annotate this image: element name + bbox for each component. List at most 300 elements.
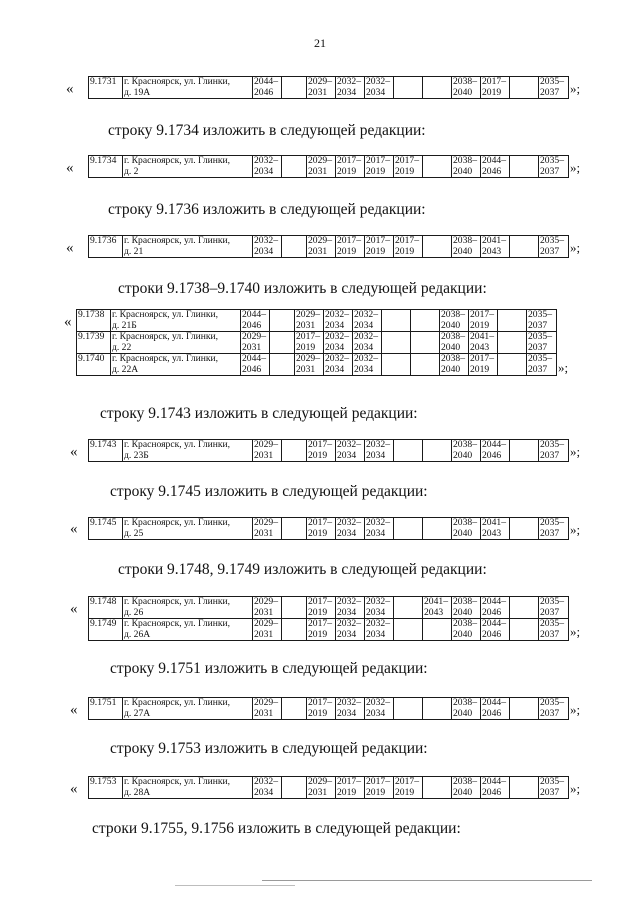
year-end: 2034 bbox=[337, 628, 357, 640]
year-start: 2029– bbox=[254, 618, 278, 629]
year-start: 2032– bbox=[325, 353, 349, 364]
year-start: 2044– bbox=[482, 776, 506, 787]
year-start: 2029– bbox=[254, 439, 278, 450]
year-end: 2034 bbox=[366, 86, 386, 98]
year-end: 2037 bbox=[540, 245, 560, 257]
address-cell bbox=[123, 236, 253, 258]
year-start: 2017– bbox=[308, 439, 332, 450]
year-end: 2019 bbox=[395, 165, 415, 177]
table-row bbox=[89, 77, 569, 99]
year-range-cell bbox=[336, 236, 365, 258]
year-end: 2046 bbox=[482, 165, 502, 177]
year-end: 2040 bbox=[453, 606, 473, 618]
year-range-cell bbox=[336, 440, 365, 462]
year-start: 2041– bbox=[482, 517, 506, 528]
address-line: г. Красноярск, ул. Глинки, bbox=[124, 618, 231, 629]
row-number: 9.1738 bbox=[77, 310, 111, 332]
year-end bbox=[511, 788, 537, 799]
year-range-cell bbox=[324, 310, 353, 332]
year-range-cell bbox=[270, 310, 295, 332]
year-end: 2034 bbox=[366, 628, 386, 640]
address-cell bbox=[123, 77, 253, 99]
year-start: 2044– bbox=[482, 618, 506, 629]
year-end bbox=[412, 343, 438, 354]
year-end: 2019 bbox=[366, 786, 386, 798]
year-range-cell bbox=[253, 236, 282, 258]
address-line: г. Красноярск, ул. Глинки, bbox=[124, 155, 231, 166]
year-range-cell bbox=[481, 440, 510, 462]
year-end bbox=[283, 788, 305, 799]
year-range-cell bbox=[510, 236, 539, 258]
year-end: 2034 bbox=[354, 319, 374, 331]
table-row bbox=[89, 236, 569, 258]
year-range-cell bbox=[295, 332, 324, 354]
address-line: д. 23Б bbox=[124, 449, 149, 461]
closing-quote: »; bbox=[570, 624, 581, 639]
section-caption: строку 9.1745 изложить в следующей редакции: bbox=[110, 483, 428, 500]
year-start bbox=[395, 597, 421, 608]
year-range-cell bbox=[253, 698, 282, 720]
opening-quote: « bbox=[70, 702, 78, 718]
year-start: 2035– bbox=[540, 776, 564, 787]
year-range-cell bbox=[481, 597, 510, 619]
year-start: 2017– bbox=[308, 618, 332, 629]
year-range-cell bbox=[253, 777, 282, 799]
address-line: г. Красноярск, ул. Глинки, bbox=[124, 439, 231, 450]
year-start: 2029– bbox=[254, 697, 278, 708]
closing-quote: »; bbox=[570, 702, 581, 717]
year-range-cell bbox=[539, 619, 569, 641]
year-end: 2034 bbox=[325, 363, 345, 375]
address-line: д. 2 bbox=[124, 165, 139, 177]
year-start: 2032– bbox=[366, 697, 390, 708]
year-end: 2019 bbox=[308, 628, 328, 640]
year-range-cell bbox=[498, 354, 527, 376]
year-start bbox=[283, 156, 305, 167]
year-range-cell bbox=[382, 354, 411, 376]
year-range-cell bbox=[307, 236, 336, 258]
row-number: 9.1740 bbox=[77, 354, 111, 376]
year-end bbox=[424, 247, 450, 258]
opening-quote: « bbox=[66, 160, 74, 176]
year-end: 2019 bbox=[308, 707, 328, 719]
year-range-cell bbox=[411, 332, 440, 354]
year-range-cell bbox=[394, 156, 423, 178]
year-end: 2040 bbox=[453, 86, 473, 98]
year-start: 2032– bbox=[354, 309, 378, 320]
year-range-cell bbox=[253, 440, 282, 462]
year-range-cell bbox=[336, 597, 365, 619]
year-end: 2037 bbox=[540, 449, 560, 461]
year-range-cell bbox=[336, 777, 365, 799]
year-end bbox=[283, 630, 305, 641]
year-start: 2029– bbox=[242, 331, 266, 342]
row-number: 9.1751 bbox=[89, 698, 123, 720]
year-range-cell bbox=[539, 518, 569, 540]
year-start: 2017– bbox=[366, 776, 390, 787]
address-line: д. 27А bbox=[124, 707, 151, 719]
year-start bbox=[395, 440, 421, 451]
address-line: д. 22А bbox=[112, 363, 139, 375]
year-range-cell bbox=[241, 310, 270, 332]
year-start: 2017– bbox=[296, 331, 320, 342]
year-range-cell bbox=[394, 440, 423, 462]
year-range-cell bbox=[452, 777, 481, 799]
year-end: 2037 bbox=[540, 707, 560, 719]
year-range-cell bbox=[365, 77, 394, 99]
address-line: г. Красноярск, ул. Глинки, bbox=[124, 776, 231, 787]
opening-quote: « bbox=[66, 81, 74, 97]
opening-quote: « bbox=[70, 521, 78, 537]
year-end: 2040 bbox=[441, 341, 461, 353]
year-end bbox=[283, 529, 305, 540]
year-range-cell bbox=[423, 236, 452, 258]
year-range-cell bbox=[411, 354, 440, 376]
year-range-cell bbox=[469, 354, 498, 376]
year-end bbox=[395, 709, 421, 720]
year-range-cell bbox=[510, 597, 539, 619]
year-range-cell bbox=[324, 332, 353, 354]
year-range-cell bbox=[498, 310, 527, 332]
address-cell bbox=[123, 777, 253, 799]
year-start: 2041– bbox=[482, 235, 506, 246]
address-line: д. 22 bbox=[112, 341, 132, 353]
address-line: г. Красноярск, ул. Глинки, bbox=[112, 353, 219, 364]
year-range-cell bbox=[452, 619, 481, 641]
year-end: 2040 bbox=[453, 628, 473, 640]
address-line: г. Красноярск, ул. Глинки, bbox=[124, 517, 231, 528]
year-range-cell bbox=[394, 518, 423, 540]
opening-quote: « bbox=[64, 314, 72, 330]
year-range-cell bbox=[539, 77, 569, 99]
year-start bbox=[283, 518, 305, 529]
year-start: 2032– bbox=[337, 596, 361, 607]
year-start bbox=[283, 619, 305, 630]
year-range-cell bbox=[241, 354, 270, 376]
year-start: 2035– bbox=[540, 439, 564, 450]
year-range-cell bbox=[452, 597, 481, 619]
closing-quote: »; bbox=[570, 81, 581, 96]
year-end: 2019 bbox=[470, 319, 490, 331]
year-end: 2046 bbox=[254, 86, 274, 98]
year-end: 2034 bbox=[325, 341, 345, 353]
year-end: 2034 bbox=[337, 606, 357, 618]
year-range-cell bbox=[423, 77, 452, 99]
year-start: 2032– bbox=[325, 309, 349, 320]
year-start bbox=[383, 310, 409, 321]
year-start bbox=[395, 77, 421, 88]
amendment-table bbox=[88, 697, 569, 720]
year-end: 2019 bbox=[470, 363, 490, 375]
year-range-cell bbox=[365, 597, 394, 619]
address-line: д. 25 bbox=[124, 527, 144, 539]
closing-quote: »; bbox=[570, 444, 581, 459]
row-number: 9.1749 bbox=[89, 619, 123, 641]
year-end: 2043 bbox=[482, 527, 502, 539]
year-end: 2040 bbox=[453, 707, 473, 719]
year-end: 2031 bbox=[308, 86, 328, 98]
year-start: 2017– bbox=[366, 235, 390, 246]
row-number: 9.1736 bbox=[89, 236, 123, 258]
year-start bbox=[511, 619, 537, 630]
year-range-cell bbox=[539, 440, 569, 462]
section-caption: строку 9.1753 изложить в следующей редакции: bbox=[110, 740, 428, 757]
year-start bbox=[271, 354, 293, 365]
year-range-cell bbox=[510, 777, 539, 799]
year-start bbox=[283, 777, 305, 788]
year-start bbox=[424, 156, 450, 167]
year-range-cell bbox=[382, 310, 411, 332]
year-start bbox=[412, 332, 438, 343]
year-range-cell bbox=[527, 332, 557, 354]
year-end bbox=[383, 343, 409, 354]
year-range-cell bbox=[365, 518, 394, 540]
year-end: 2019 bbox=[482, 86, 502, 98]
year-range-cell bbox=[336, 77, 365, 99]
year-range-cell bbox=[307, 518, 336, 540]
year-end bbox=[283, 247, 305, 258]
year-start: 2032– bbox=[325, 331, 349, 342]
amendment-table bbox=[88, 155, 569, 178]
year-end bbox=[383, 365, 409, 376]
year-end: 2031 bbox=[254, 527, 274, 539]
section-caption: строки 9.1748, 9.1749 изложить в следующей редакции: bbox=[118, 561, 487, 578]
year-start: 2038– bbox=[453, 697, 477, 708]
year-start: 2032– bbox=[366, 76, 390, 87]
year-end bbox=[499, 321, 525, 332]
opening-quote: « bbox=[66, 240, 74, 256]
year-range-cell bbox=[307, 77, 336, 99]
year-range-cell bbox=[295, 310, 324, 332]
amendment-table bbox=[88, 235, 569, 258]
year-end: 2034 bbox=[254, 245, 274, 257]
year-end: 2037 bbox=[528, 363, 548, 375]
year-start: 2017– bbox=[470, 353, 494, 364]
year-end bbox=[395, 529, 421, 540]
year-range-cell bbox=[394, 777, 423, 799]
year-start: 2017– bbox=[337, 155, 361, 166]
year-end: 2034 bbox=[366, 527, 386, 539]
year-range-cell bbox=[382, 332, 411, 354]
year-end: 2034 bbox=[354, 363, 374, 375]
year-range-cell bbox=[423, 597, 452, 619]
footer-rule-secondary bbox=[175, 885, 295, 886]
amendment-table bbox=[88, 776, 569, 799]
year-start: 2017– bbox=[366, 155, 390, 166]
year-range-cell bbox=[365, 440, 394, 462]
year-range-cell bbox=[394, 236, 423, 258]
year-end: 2019 bbox=[296, 341, 316, 353]
row-number: 9.1739 bbox=[77, 332, 111, 354]
year-end: 2046 bbox=[482, 786, 502, 798]
year-start: 2038– bbox=[453, 618, 477, 629]
year-range-cell bbox=[510, 156, 539, 178]
year-range-cell bbox=[510, 619, 539, 641]
year-range-cell bbox=[253, 518, 282, 540]
year-start: 2032– bbox=[337, 439, 361, 450]
year-end: 2031 bbox=[242, 341, 262, 353]
section-caption: строку 9.1734 изложить в следующей редакции: bbox=[108, 122, 426, 139]
year-start: 2038– bbox=[441, 353, 465, 364]
year-range-cell bbox=[282, 156, 307, 178]
year-range-cell bbox=[336, 698, 365, 720]
year-range-cell bbox=[469, 332, 498, 354]
year-range-cell bbox=[324, 354, 353, 376]
year-range-cell bbox=[452, 440, 481, 462]
year-end: 2034 bbox=[254, 786, 274, 798]
year-end bbox=[283, 88, 305, 99]
year-start bbox=[511, 777, 537, 788]
year-end bbox=[283, 451, 305, 462]
year-start: 2035– bbox=[540, 697, 564, 708]
year-range-cell bbox=[270, 354, 295, 376]
year-end: 2037 bbox=[540, 165, 560, 177]
year-start bbox=[271, 332, 293, 343]
year-start bbox=[424, 698, 450, 709]
year-start: 2035– bbox=[540, 155, 564, 166]
table-row bbox=[89, 619, 569, 641]
section-caption: строки 9.1738–9.1740 изложить в следующей редакции: bbox=[118, 280, 487, 297]
year-end: 2037 bbox=[540, 527, 560, 539]
year-start: 2041– bbox=[424, 596, 448, 607]
year-range-cell bbox=[510, 77, 539, 99]
year-range-cell bbox=[452, 77, 481, 99]
year-range-cell bbox=[253, 156, 282, 178]
year-end: 2019 bbox=[337, 245, 357, 257]
year-end: 2034 bbox=[337, 707, 357, 719]
year-start: 2038– bbox=[453, 776, 477, 787]
year-end bbox=[424, 529, 450, 540]
year-range-cell bbox=[498, 332, 527, 354]
year-range-cell bbox=[423, 440, 452, 462]
year-end: 2046 bbox=[482, 606, 502, 618]
address-cell bbox=[111, 310, 241, 332]
year-end: 2040 bbox=[453, 245, 473, 257]
address-line: г. Красноярск, ул. Глинки, bbox=[124, 596, 231, 607]
year-end: 2031 bbox=[296, 319, 316, 331]
year-end: 2019 bbox=[366, 245, 386, 257]
year-start: 2035– bbox=[528, 309, 552, 320]
year-range-cell bbox=[282, 440, 307, 462]
year-end: 2031 bbox=[308, 165, 328, 177]
address-cell bbox=[123, 619, 253, 641]
address-cell bbox=[123, 698, 253, 720]
year-start: 2038– bbox=[453, 235, 477, 246]
address-line: д. 21Б bbox=[112, 319, 137, 331]
closing-quote: »; bbox=[570, 160, 581, 175]
year-start bbox=[283, 597, 305, 608]
year-end: 2019 bbox=[308, 449, 328, 461]
year-end bbox=[424, 88, 450, 99]
year-range-cell bbox=[336, 156, 365, 178]
year-range-cell bbox=[539, 597, 569, 619]
year-range-cell bbox=[527, 310, 557, 332]
year-end: 2031 bbox=[254, 449, 274, 461]
year-range-cell bbox=[365, 777, 394, 799]
section-caption: строку 9.1751 изложить в следующей редакции: bbox=[110, 660, 428, 677]
year-range-cell bbox=[411, 310, 440, 332]
year-end: 2046 bbox=[482, 449, 502, 461]
year-start bbox=[424, 77, 450, 88]
year-end: 2034 bbox=[325, 319, 345, 331]
year-start: 2044– bbox=[482, 697, 506, 708]
opening-quote: « bbox=[70, 444, 78, 460]
year-range-cell bbox=[282, 698, 307, 720]
year-start: 2032– bbox=[254, 776, 278, 787]
year-range-cell bbox=[440, 310, 469, 332]
year-range-cell bbox=[353, 310, 382, 332]
year-range-cell bbox=[481, 236, 510, 258]
year-range-cell bbox=[452, 156, 481, 178]
opening-quote: « bbox=[70, 781, 78, 797]
year-range-cell bbox=[282, 518, 307, 540]
year-end: 2034 bbox=[366, 707, 386, 719]
year-start: 2032– bbox=[254, 155, 278, 166]
opening-quote: « bbox=[70, 601, 78, 617]
year-start: 2017– bbox=[395, 776, 419, 787]
year-end bbox=[283, 709, 305, 720]
year-range-cell bbox=[539, 156, 569, 178]
year-end bbox=[271, 343, 293, 354]
year-start: 2032– bbox=[337, 618, 361, 629]
year-end bbox=[511, 529, 537, 540]
year-start bbox=[395, 619, 421, 630]
year-start: 2035– bbox=[540, 517, 564, 528]
row-number: 9.1753 bbox=[89, 777, 123, 799]
year-end: 2034 bbox=[354, 341, 374, 353]
year-end: 2043 bbox=[470, 341, 490, 353]
year-range-cell bbox=[539, 698, 569, 720]
table-row bbox=[89, 518, 569, 540]
year-end bbox=[511, 88, 537, 99]
year-end: 2046 bbox=[482, 628, 502, 640]
year-range-cell bbox=[539, 777, 569, 799]
table-row bbox=[77, 354, 557, 376]
year-range-cell bbox=[307, 440, 336, 462]
address-line: д. 28А bbox=[124, 786, 151, 798]
year-range-cell bbox=[423, 619, 452, 641]
year-range-cell bbox=[469, 310, 498, 332]
year-start: 2032– bbox=[366, 618, 390, 629]
address-line: д. 21 bbox=[124, 245, 144, 257]
address-cell bbox=[111, 332, 241, 354]
year-end bbox=[511, 709, 537, 720]
year-start bbox=[283, 236, 305, 247]
year-range-cell bbox=[353, 354, 382, 376]
year-start: 2035– bbox=[540, 618, 564, 629]
year-start bbox=[395, 518, 421, 529]
year-range-cell bbox=[394, 597, 423, 619]
amendment-table bbox=[88, 76, 569, 99]
year-end: 2019 bbox=[337, 165, 357, 177]
year-start bbox=[424, 518, 450, 529]
closing-quote: »; bbox=[558, 360, 569, 375]
year-start bbox=[511, 698, 537, 709]
year-range-cell bbox=[481, 156, 510, 178]
year-start bbox=[499, 310, 525, 321]
year-start bbox=[383, 354, 409, 365]
year-range-cell bbox=[440, 332, 469, 354]
year-range-cell bbox=[423, 698, 452, 720]
year-start: 2029– bbox=[308, 155, 332, 166]
year-start: 2029– bbox=[254, 517, 278, 528]
year-range-cell bbox=[253, 77, 282, 99]
year-start bbox=[271, 310, 293, 321]
year-range-cell bbox=[353, 332, 382, 354]
year-start: 2032– bbox=[354, 353, 378, 364]
year-end: 2040 bbox=[441, 363, 461, 375]
year-start: 2038– bbox=[453, 517, 477, 528]
